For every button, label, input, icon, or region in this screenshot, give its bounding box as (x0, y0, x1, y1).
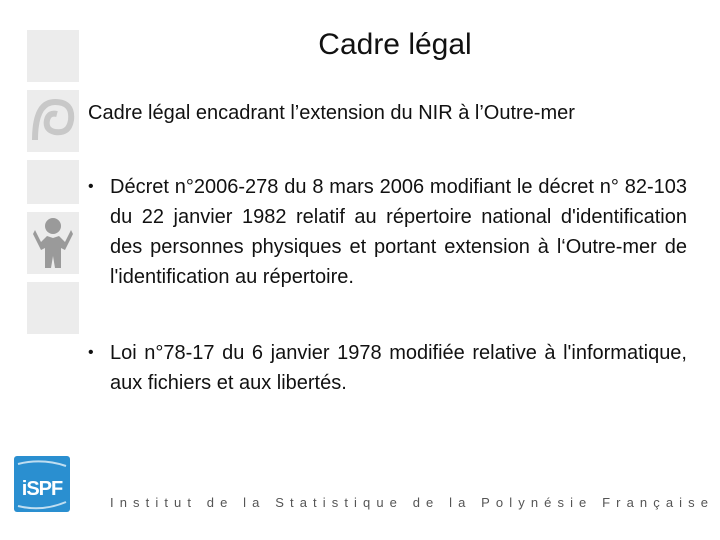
slide-subtitle: Cadre légal encadrant l’extension du NIR à l’Outre-mer (88, 102, 575, 124)
deco-tile (27, 282, 79, 334)
slide-title: Cadre légal (318, 28, 472, 61)
spiral-motif-icon (27, 90, 79, 152)
tiki-figure-icon (27, 212, 79, 274)
bullet-item (88, 338, 687, 398)
bullet-marker: • (88, 344, 94, 361)
bullet-marker: • (88, 178, 94, 195)
logo-text: iSPF (21, 478, 63, 500)
bullet-text: Loi n°78-17 du 6 janvier 1978 modifiée relative à l'informatique, aux fichiers et aux libertés. (110, 342, 687, 394)
bullet-text: Décret n°2006-278 du 8 mars 2006 modifiant le décret n° 82-103 du 22 janvier 1982 relatif au répertoire national d'identification des personnes physiques et portant extension à l‘Outre-mer de l'identification au répertoire. (110, 176, 687, 288)
deco-tile-figure (27, 212, 79, 274)
deco-tile-spiral (27, 90, 79, 152)
bullet-list (88, 172, 687, 398)
institution-name: Institut de la Statistique de la Polynésie Française (110, 495, 715, 510)
bullet-item (88, 172, 687, 292)
deco-tile (27, 160, 79, 204)
